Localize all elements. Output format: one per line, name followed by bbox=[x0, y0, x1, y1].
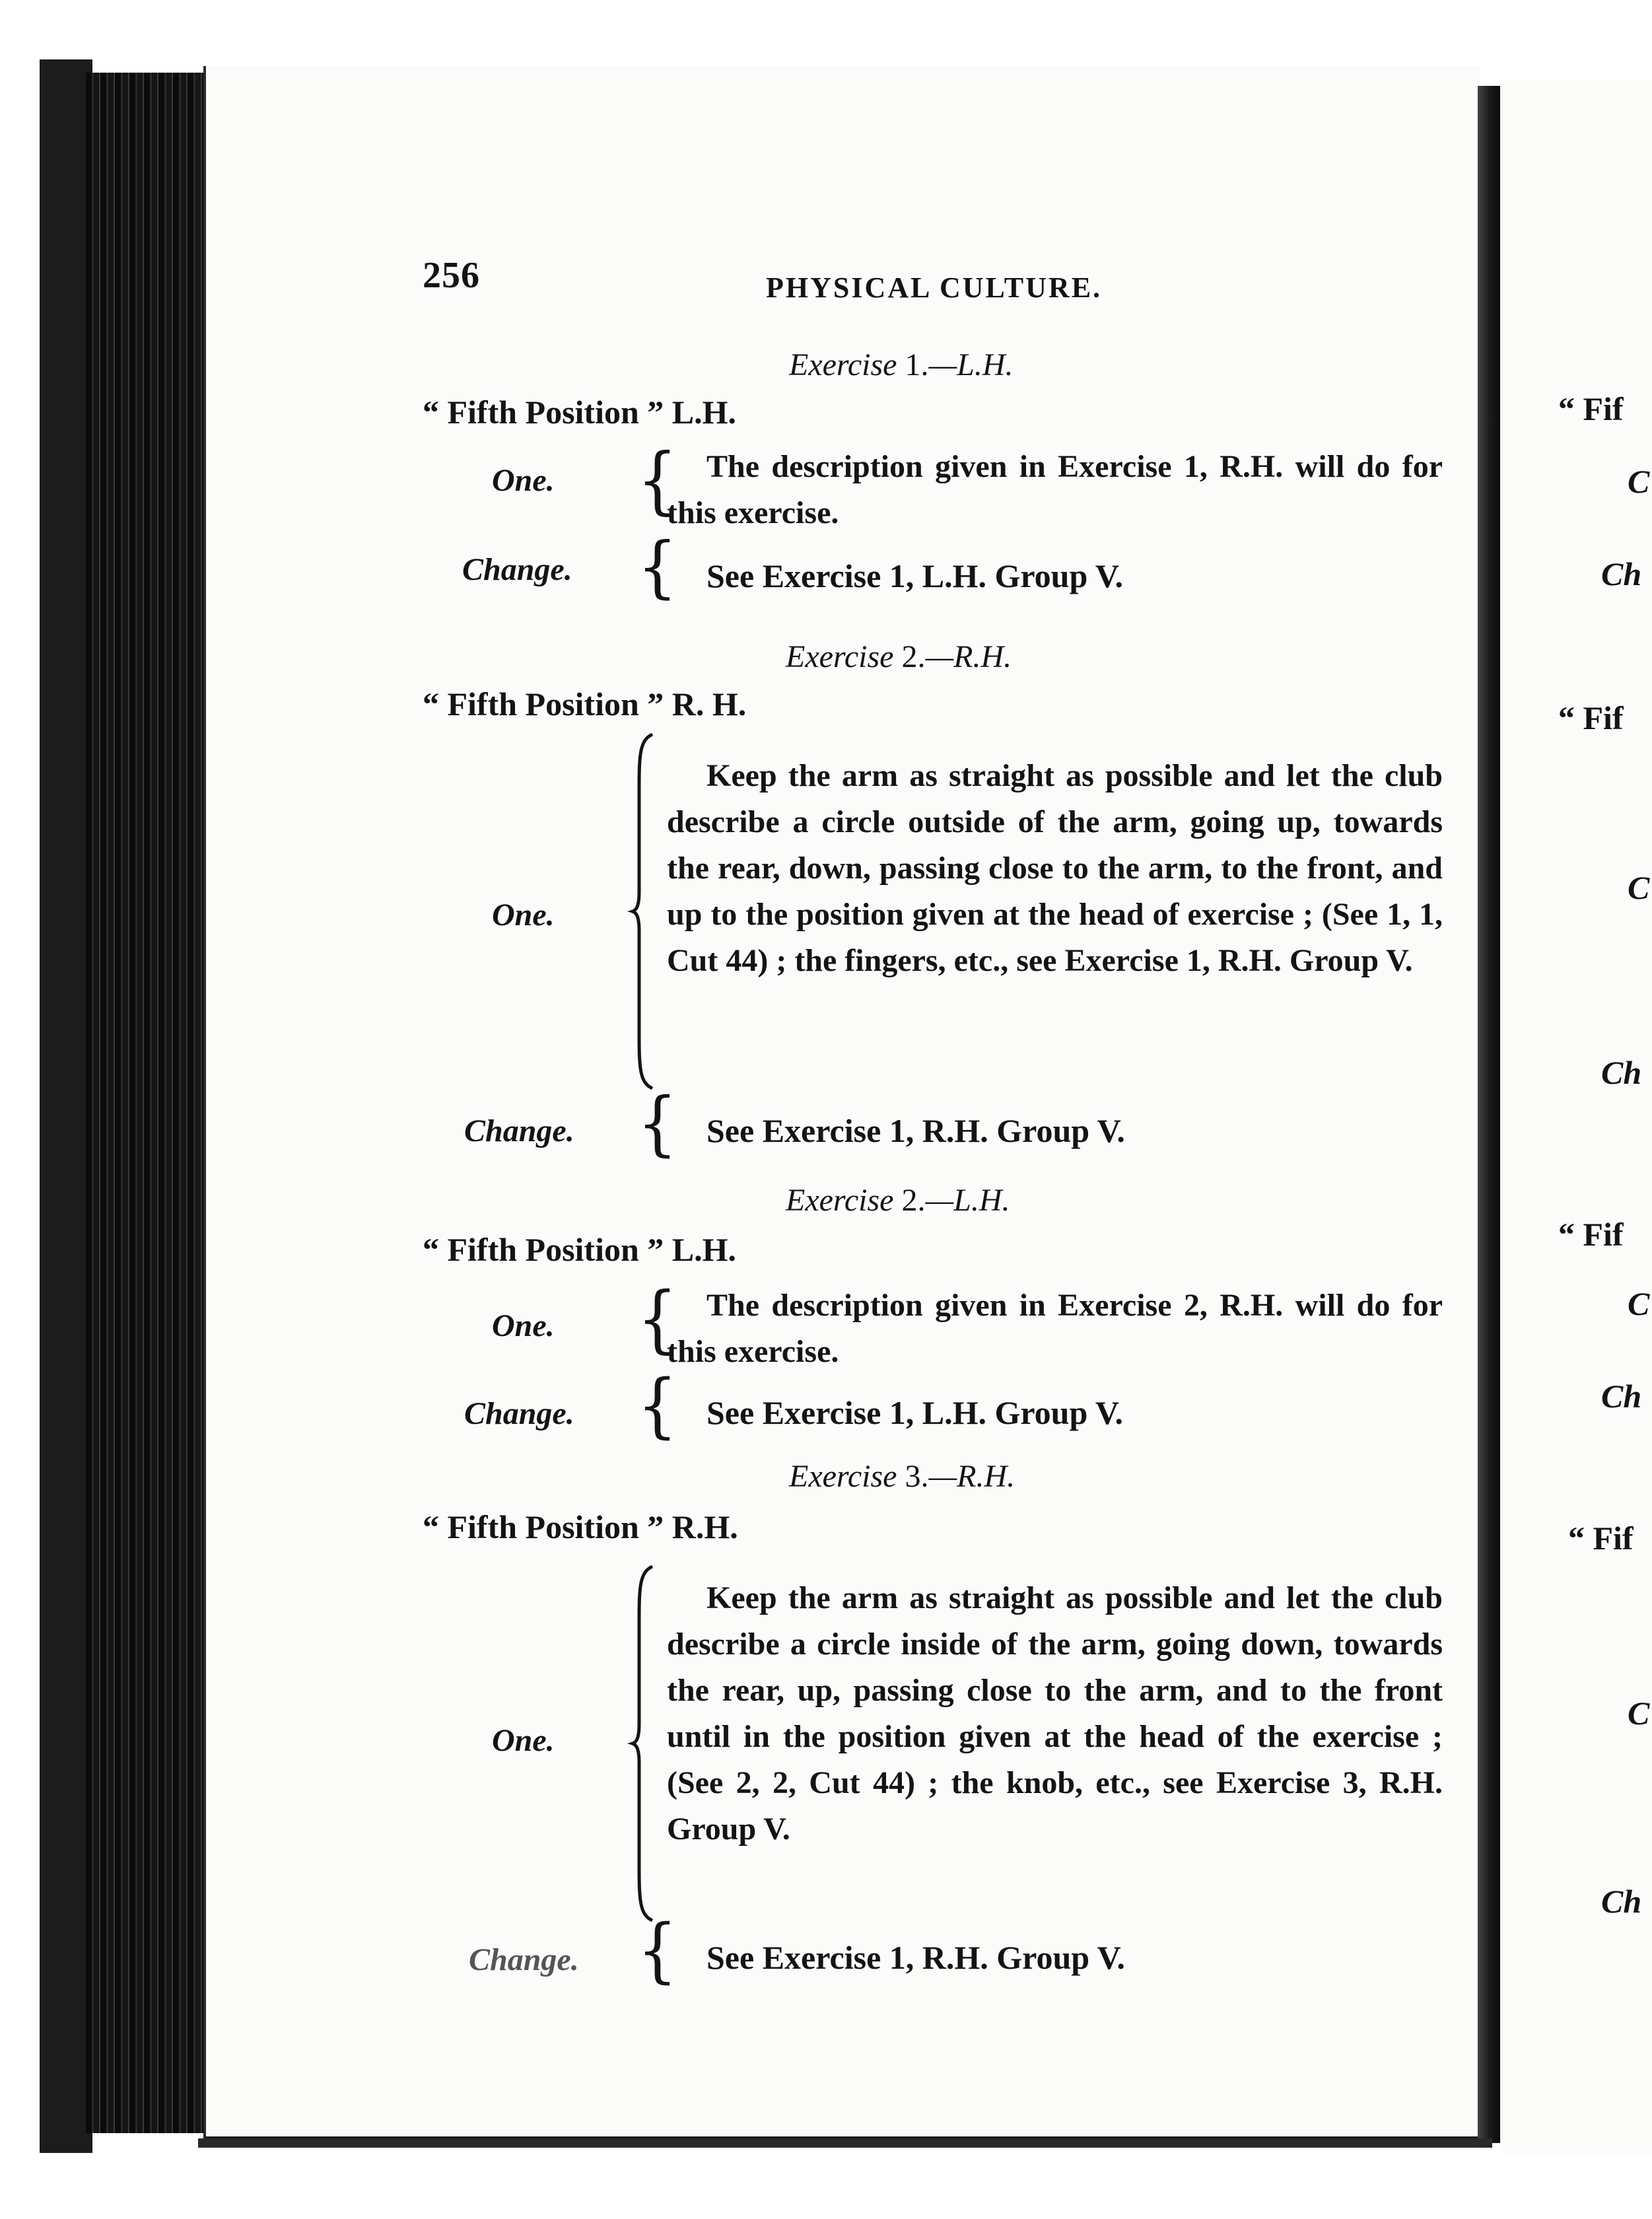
book-cover-edge bbox=[40, 59, 92, 2153]
one-label: One. bbox=[492, 898, 555, 933]
running-head: PHYSICAL CULTURE. bbox=[766, 271, 1103, 304]
exercise-title-word: Exercise bbox=[789, 347, 897, 382]
change-description: See Exercise 1, L.H. Group V. bbox=[706, 1394, 1124, 1431]
exercise-title bbox=[789, 347, 1014, 383]
facing-page-text: C bbox=[1628, 869, 1650, 906]
change-label: Change. bbox=[469, 1942, 579, 1977]
change-label: Change. bbox=[462, 552, 572, 587]
facing-page-text: “ Fif bbox=[1558, 1216, 1624, 1253]
exercise-title bbox=[786, 639, 1012, 675]
facing-page-text: “ Fif bbox=[1558, 390, 1624, 427]
one-label: One. bbox=[492, 1723, 555, 1758]
exercise-title-number: 3. bbox=[905, 1459, 929, 1494]
exercise-title-hand: —L.H. bbox=[928, 347, 1014, 382]
large-brace-icon bbox=[634, 733, 654, 1090]
brace-icon: { bbox=[637, 528, 678, 606]
facing-page-text: “ Fif bbox=[1568, 1520, 1634, 1557]
one-description: Keep the arm as straight as possible and let the club describe a circle outside of the arm, going up, towards the rear, down, passing close to the arm, to the front, and up to the position given at the head of exercise ; (See 1, 1, Cut 44) ; the fingers, etc., see Exercise 1, R.H. Group V. bbox=[667, 758, 1443, 978]
change-description: See Exercise 1, R.H. Group V. bbox=[706, 1112, 1125, 1149]
facing-page-text: Ch bbox=[1601, 1054, 1642, 1091]
brace-icon: { bbox=[637, 1364, 678, 1446]
position-heading: “ Fifth Position ” L.H. bbox=[423, 394, 737, 431]
large-brace-icon bbox=[634, 1565, 654, 1922]
exercise-title-word: Exercise bbox=[786, 1183, 894, 1218]
change-description: See Exercise 1, L.H. Group V. bbox=[706, 557, 1124, 594]
brace-icon: { bbox=[637, 1276, 678, 1362]
exercise-title bbox=[786, 1182, 1010, 1218]
page-stack-edge bbox=[86, 73, 203, 2133]
facing-page-text: Ch bbox=[1601, 1378, 1642, 1415]
exercise-title-word: Exercise bbox=[789, 1459, 897, 1494]
facing-page-text: “ Fif bbox=[1558, 699, 1624, 736]
exercise-title-number: 1. bbox=[905, 347, 929, 382]
facing-page-text: Ch bbox=[1601, 1883, 1642, 1920]
exercise-title bbox=[789, 1458, 1015, 1495]
change-label: Change. bbox=[464, 1113, 574, 1148]
facing-page-text: Ch bbox=[1601, 555, 1642, 592]
facing-page-text: C bbox=[1628, 1285, 1650, 1322]
change-description: See Exercise 1, R.H. Group V. bbox=[706, 1939, 1125, 1976]
position-heading: “ Fifth Position ” L.H. bbox=[423, 1231, 737, 1268]
facing-page-text: C bbox=[1628, 463, 1650, 500]
brace-icon: { bbox=[637, 437, 678, 523]
exercise-title-hand: —L.H. bbox=[925, 1183, 1010, 1218]
one-description: The description given in Exercise 1, R.H. will do for this exercise. bbox=[667, 449, 1443, 530]
facing-page-text: C bbox=[1628, 1695, 1650, 1732]
position-heading: “ Fifth Position ” R.H. bbox=[423, 1508, 738, 1545]
one-label: One. bbox=[492, 463, 555, 498]
position-heading: “ Fifth Position ” R. H. bbox=[423, 686, 747, 722]
one-label: One. bbox=[492, 1308, 555, 1343]
page-bottom-edge bbox=[198, 2138, 1492, 2148]
exercise-title-word: Exercise bbox=[786, 639, 894, 674]
exercise-title-number: 2. bbox=[901, 639, 926, 674]
exercise-title-hand: —R.H. bbox=[925, 639, 1012, 674]
one-description: Keep the arm as straight as possible and let the club describe a circle inside of the arm, going down, towards the rear, up, passing close to the arm, and to the front until in the position given at the head of the exercise ; (See 2, 2, Cut 44) ; the knob, etc., see Exercise 3, R.H. Group V. bbox=[667, 1580, 1443, 1847]
page-number: 256 bbox=[423, 255, 480, 296]
one-description: The description given in Exercise 2, R.H. will do for this exercise. bbox=[667, 1288, 1443, 1369]
exercise-title-hand: —R.H. bbox=[928, 1459, 1015, 1494]
gutter-shadow bbox=[1478, 86, 1500, 2143]
brace-icon: { bbox=[637, 1082, 678, 1164]
exercise-title-number: 2. bbox=[901, 1183, 926, 1218]
change-label: Change. bbox=[464, 1396, 574, 1431]
brace-icon: { bbox=[637, 1909, 678, 1991]
